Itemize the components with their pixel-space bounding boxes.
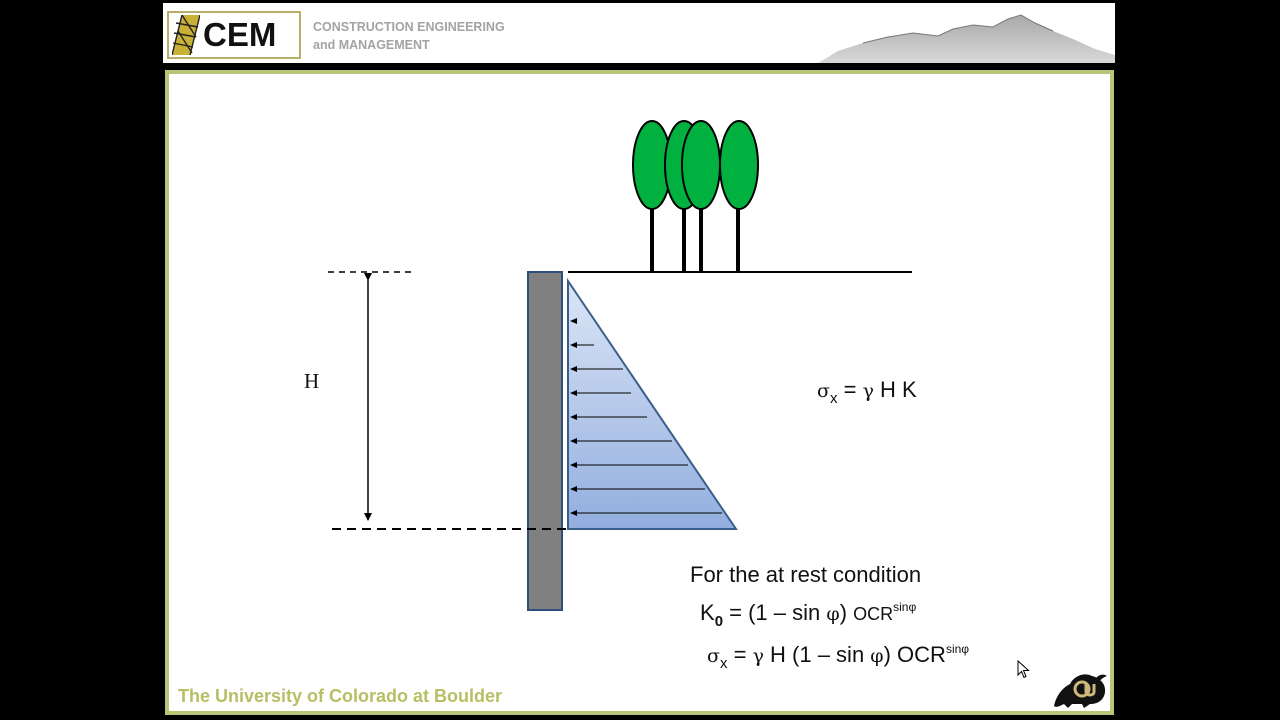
tree-icon [633,121,671,271]
university-footer: The University of Colorado at Boulder [178,686,503,706]
slide [165,70,1114,715]
cu-buffalo-logo-icon [1052,670,1108,710]
at-rest-stress-formula: $\sigma_x = \gamma$ H (1 – sin φ) $OCR^{sin\varphi}$ [707,642,970,672]
mountains-icon [803,3,1115,63]
stress-formula-general: $\sigma_x = \gamma$ H K [817,377,917,407]
header-subtitle-line1: CONSTRUCTION ENGINEERING [313,20,505,34]
tree-icon [682,121,720,271]
cem-logo [167,11,301,59]
height-label: H [304,369,320,393]
tree-icon [720,121,758,271]
header-subtitle-line2: and MANAGEMENT [313,38,430,52]
header-subtitle [313,18,505,54]
logo-text: CEM [203,16,277,53]
at-rest-condition-text: For the at rest condition [690,562,922,587]
cem-logo-icon [172,15,200,55]
mouse-cursor-icon [1017,660,1031,680]
pressure-distribution [568,281,736,529]
k0-formula: $K_0 = (1 - \sin \varphi)$ $OCR^{sin\varphi}$ [700,600,917,630]
header-banner [163,3,1115,63]
retaining-wall [528,272,562,610]
